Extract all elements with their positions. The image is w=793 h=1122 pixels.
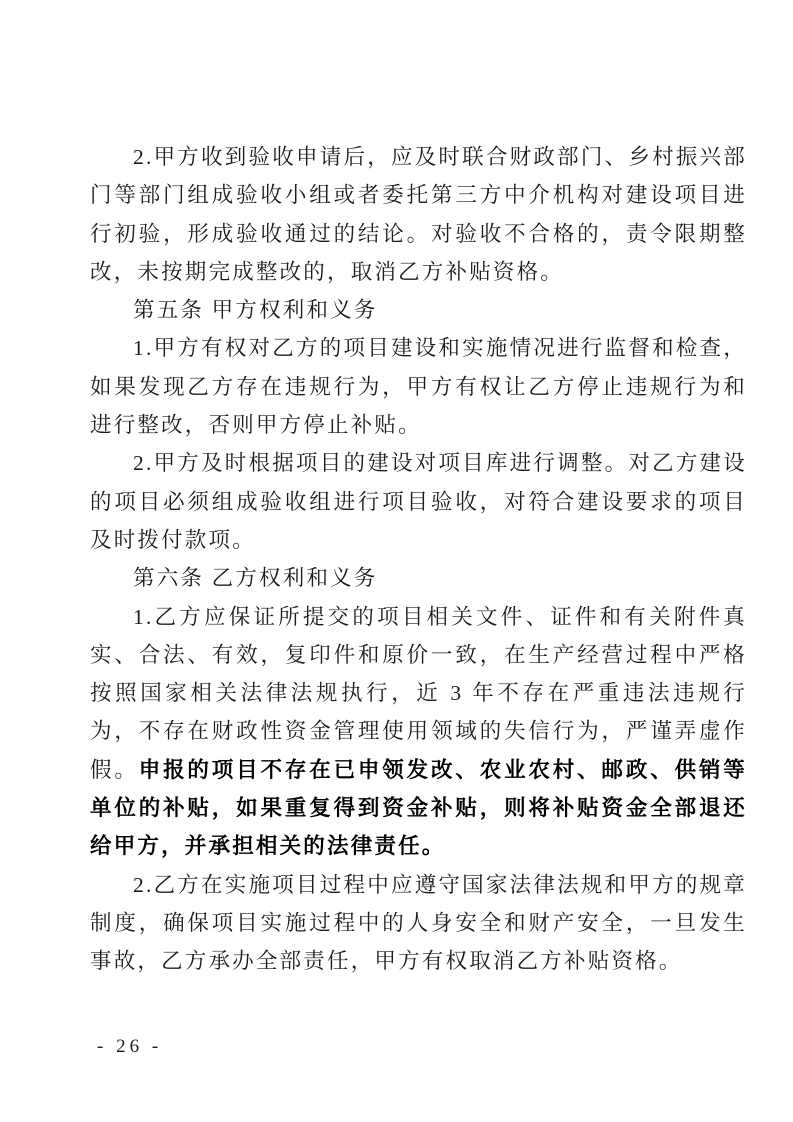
paragraph-article5-item2: 2.甲方及时根据项目的建设对项目库进行调整。对乙方建设的项目必须组成验收组进行项目验收，对符合建设要求的项目及时拨付款项。 <box>90 451 747 552</box>
heading-article-6: 第六条 乙方权利和义务 <box>133 566 378 591</box>
paragraph-article6-item2: 2.乙方在实施项目过程中应遵守国家法律法规和甲方的规章制度，确保项目实施过程中的人身安全和财产安全，一旦发生事故，乙方承办全部责任，甲方有权取消乙方补贴资格。 <box>90 872 747 974</box>
page-number: - 26 - <box>97 1036 163 1057</box>
heading-article-5: 第五条 甲方权利和义务 <box>133 298 378 323</box>
contract-body <box>90 138 747 981</box>
article6-item1-bold-subsidy-clause: 申报的项目不存在已申领发改、农业农村、邮政、供销等单位的补贴，如果重复得到资金补贴，则将补贴资金全部退还给甲方，并承担相关的法律责任。 <box>90 757 747 859</box>
paragraph-article5-item1: 1.甲方有权对乙方的项目建设和实施情况进行监督和检查，如果发现乙方存在违规行为，甲方有权让乙方停止违规行为和进行整改，否则甲方停止补贴。 <box>90 336 747 438</box>
article6-item1-regular-text: 1.乙方应保证所提交的项目相关文件、证件和有关附件真实、合法、有效，复印件和原价一致，在生产经营过程中严格按照国家相关法律法规执行，近 3 年不存在严重违法违规行为，不存在财政性资金管理使用领域的失信行为，严谨弄虚作假。 <box>90 604 747 782</box>
paragraph-article6-item1 <box>90 598 747 866</box>
paragraph-acceptance-procedure: 2.甲方收到验收申请后，应及时联合财政部门、乡村振兴部门等部门组成验收小组或者委托第三方中介机构对建设项目进行初验，形成验收通过的结论。对验收不合格的，责令限期整改，未按期完成整改的，取消乙方补贴资格。 <box>90 145 747 284</box>
